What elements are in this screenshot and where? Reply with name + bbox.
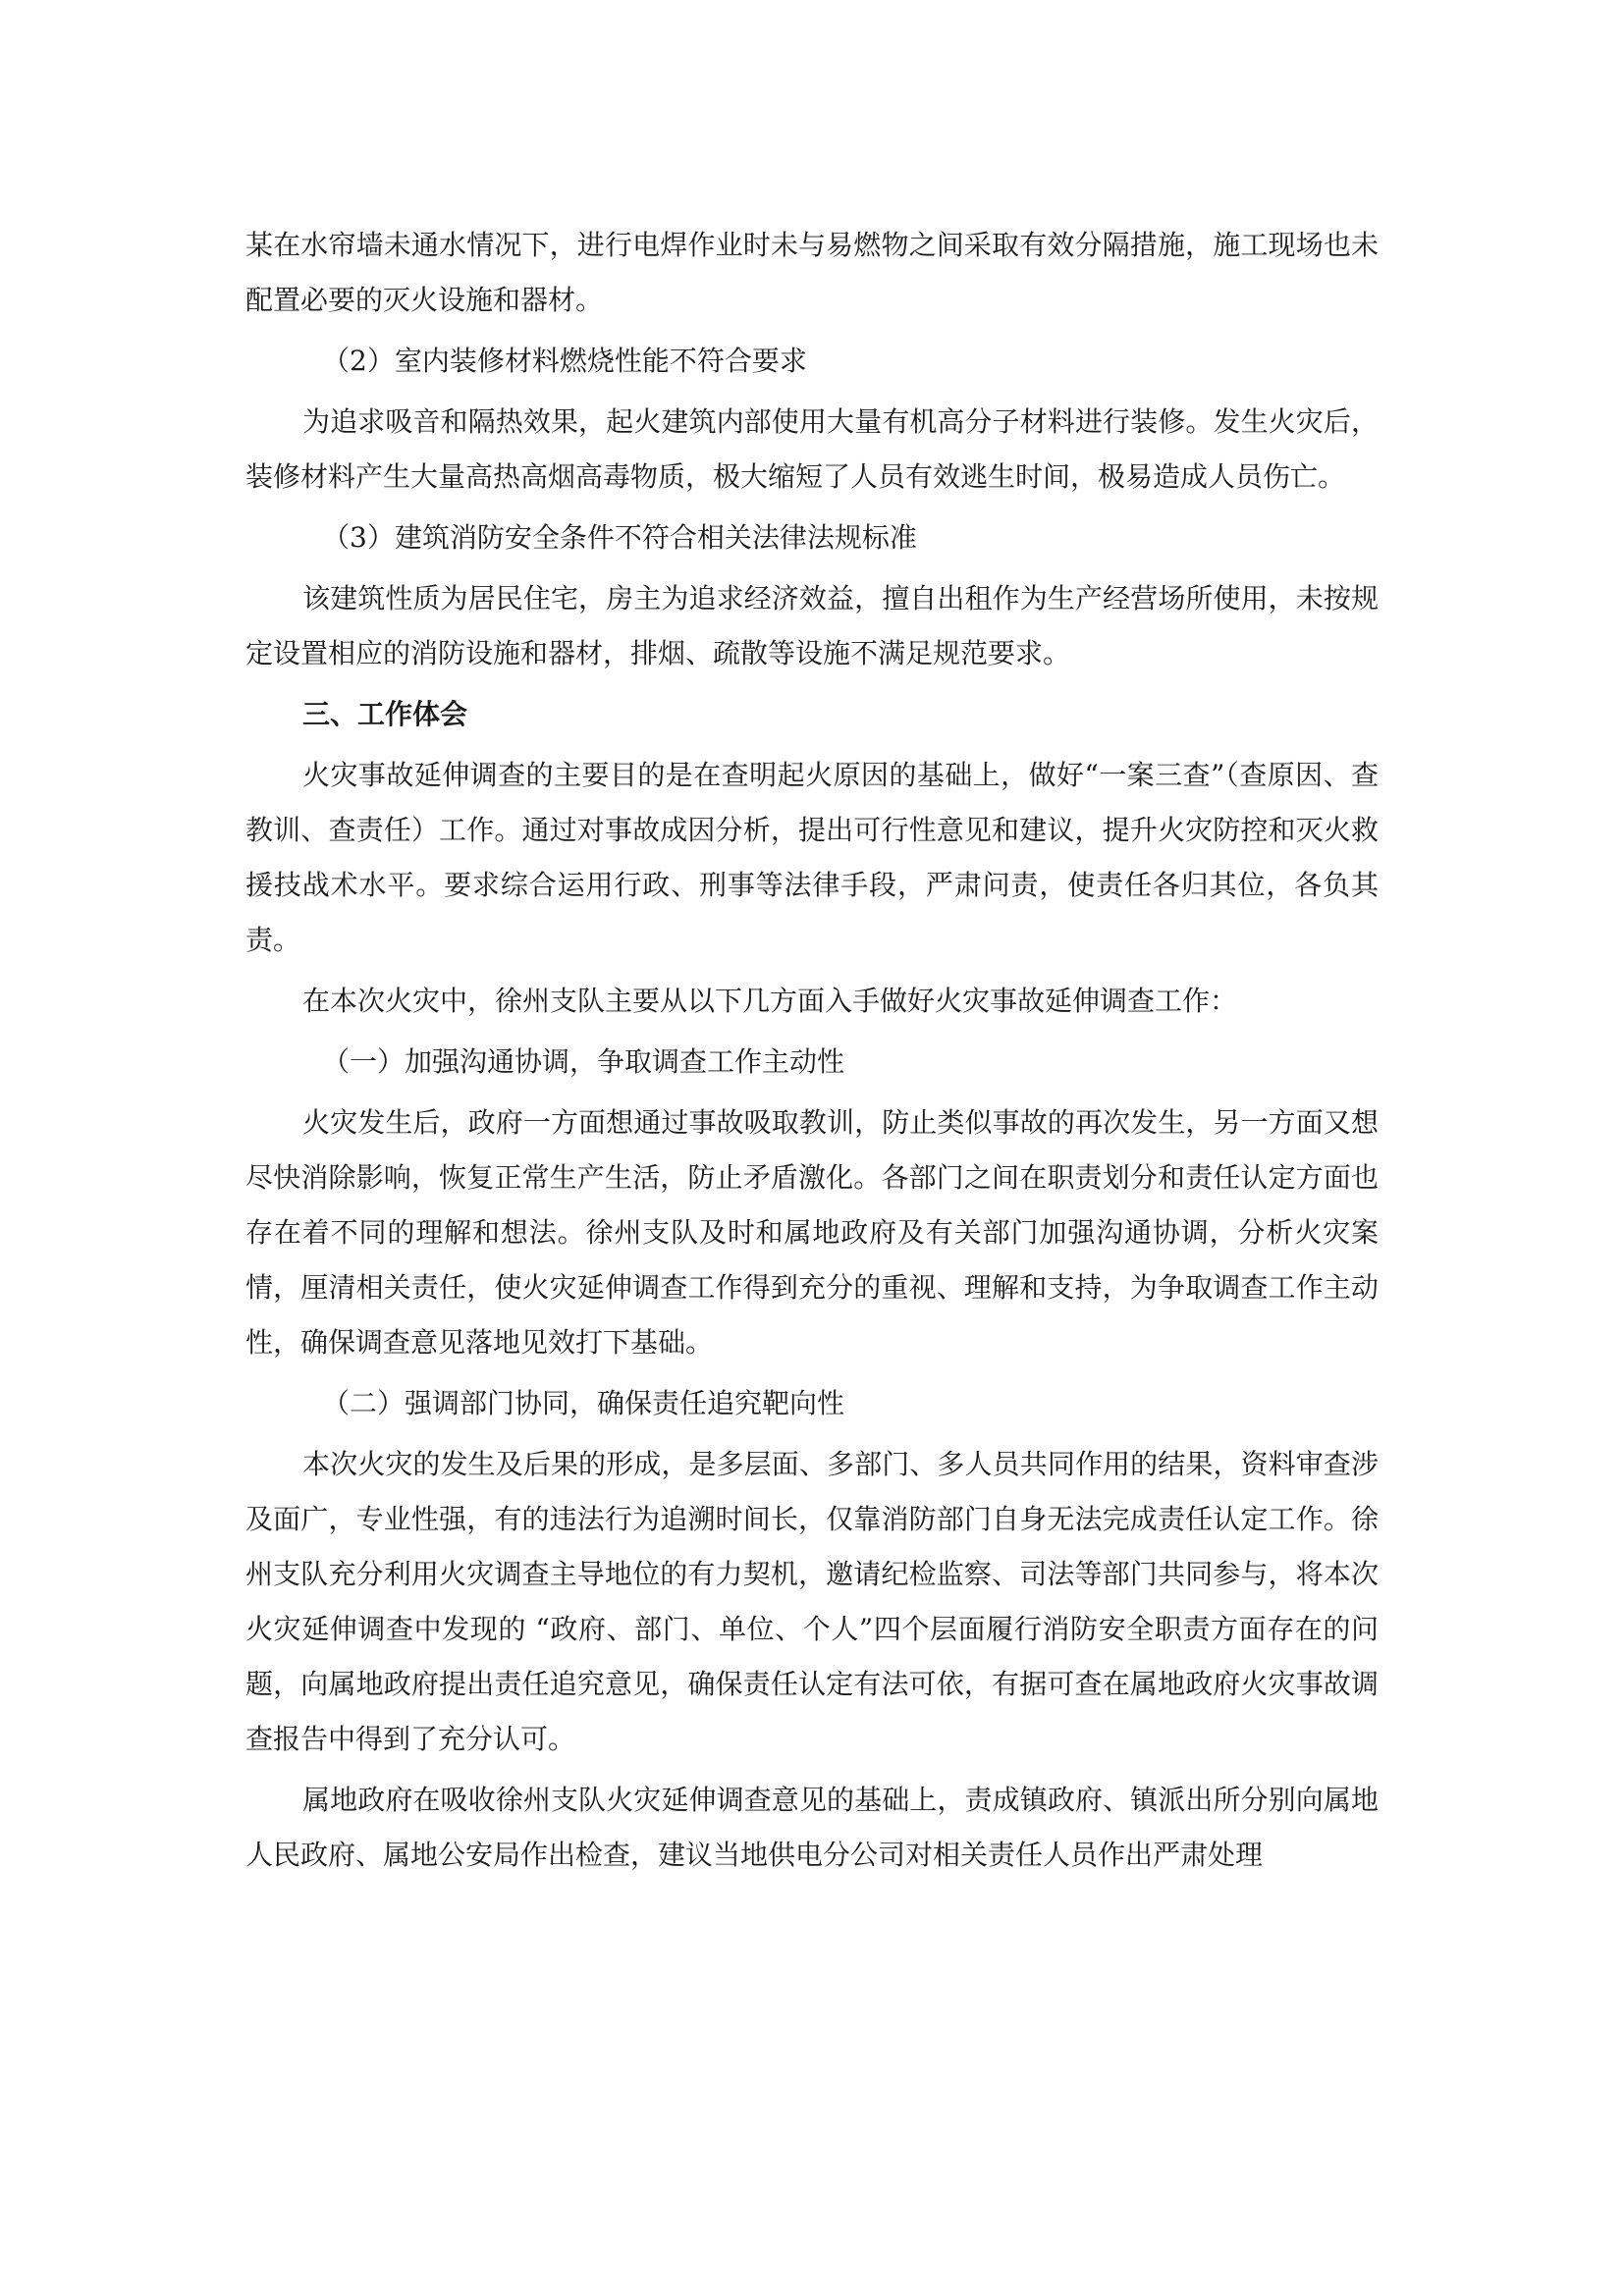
- paragraph-building-safety: 该建筑性质为居民住宅，房主为追求经济效益，擅自出租作为生产经营场所使用，未按规定设置相应的消防设施和器材，排烟、疏散等设施不满足规范要求。: [245, 582, 1379, 669]
- paragraph-welding-cause: 某在水帘墙未通水情况下，进行电焊作业时未与易燃物之间采取有效分隔措施，施工现场也未配置必要的灭火设施和器材。: [245, 229, 1379, 316]
- paragraph-decoration-materials: 为追求吸音和隔热效果，起火建筑内部使用大量有机高分子材料进行装修。发生火灾后，装修材料产生大量高热高烟高毒物质，极大缩短了人员有效逃生时间，极易造成人员伤亡。: [245, 405, 1379, 493]
- subheading-decoration-materials: （2）室内装修材料燃烧性能不符合要求: [322, 345, 807, 377]
- paragraph-intro-aspects: 在本次火灾中，徐州支队主要从以下几方面入手做好火灾事故延伸调查工作：: [302, 985, 1238, 1017]
- document-page: [245, 218, 1379, 1889]
- section-heading-work-experience: 三、工作体会: [302, 698, 468, 730]
- paragraph-department-coordination: 本次火灾的发生及后果的形成，是多层面、多部门、多人员共同作用的结果，资料审查涉及面广，专业性强，有的违法行为追溯时间长，仅靠消防部门自身无法完成责任认定工作。徐州支队充分利用火灾调查主导地位的有力契机，邀请纪检监察、司法等部门共同参与，将本次火灾延伸调查中发现的 “政府、部门、单位、个人”四个层面履行消防安全职责方面存在的问题，向属地政府提出责任追究意见，确保责任认定有法可依，有据可查在属地政府火灾事故调查报告中得到了充分认可。: [245, 1448, 1379, 1755]
- paragraph-communication: 火灾发生后，政府一方面想通过事故吸取教训，防止类似事故的再次发生，另一方面又想尽快消除影响，恢复正常生产生活，防止矛盾激化。各部门之间在职责划分和责任认定方面也存在着不同的理解和想法。徐州支队及时和属地政府及有关部门加强沟通协调，分析火灾案情，厘清相关责任，使火灾延伸调查工作得到充分的重视、理解和支持，为争取调查工作主动性，确保调查意见落地见效打下基础。: [245, 1106, 1379, 1359]
- subheading-department-coordination: （二）强调部门协同，确保责任追究靶向性: [322, 1387, 845, 1419]
- paragraph-investigation-purpose: 火灾事故延伸调查的主要目的是在查明起火原因的基础上，做好“一案三查”（查原因、查教训、查责任）工作。通过对事故成因分析，提出可行性意见和建议，提升火灾防控和灭火救援技战术水平。要求综合运用行政、刑事等法律手段，严肃问责，使责任各归其位，各负其责。: [245, 759, 1379, 956]
- subheading-communication: （一）加强沟通协调，争取调查工作主动性: [322, 1045, 845, 1078]
- paragraph-local-government: 属地政府在吸收徐州支队火灾延伸调查意见的基础上，责成镇政府、镇派出所分别向属地人民政府、属地公安局作出检查，建议当地供电分公司对相关责任人员作出严肃处理: [245, 1784, 1379, 1871]
- subheading-building-safety: （3）建筑消防安全条件不符合相关法律法规标准: [322, 521, 917, 554]
